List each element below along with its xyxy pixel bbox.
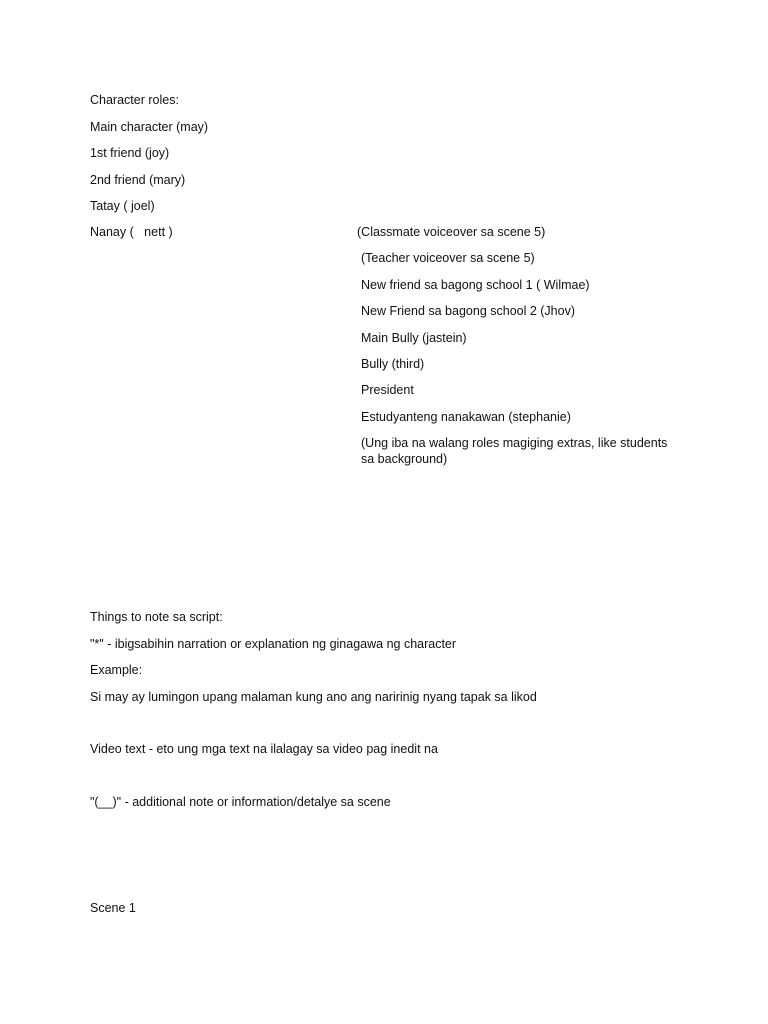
role-right-2: (Teacher voiceover sa scene 5) bbox=[361, 251, 535, 265]
role-left-3: 2nd friend (mary) bbox=[90, 173, 186, 187]
role-right-8: Estudyanteng nanakawan (stephanie) bbox=[361, 410, 571, 424]
role-right-6: Bully (third) bbox=[361, 357, 425, 371]
video-text-note: Video text - eto ung mga text na ilalagay sa video pag inedit na bbox=[90, 742, 438, 756]
role-right-1: (Classmate voiceover sa scene 5) bbox=[357, 225, 546, 239]
scene-title: Scene 1 bbox=[90, 901, 136, 915]
notes-heading: Things to note sa script: bbox=[90, 610, 223, 624]
role-left-2: 1st friend (joy) bbox=[90, 146, 170, 160]
role-left-5: Nanay ( nett ) bbox=[90, 225, 173, 239]
role-left-4: Tatay ( joel) bbox=[90, 199, 155, 213]
role-right-3: New friend sa bagong school 1 ( Wilmae) bbox=[361, 278, 590, 292]
character-roles-heading: Character roles: bbox=[90, 93, 179, 107]
example-label: Example: bbox=[90, 663, 143, 677]
example-text: Si may ay lumingon upang malaman kung ano ang naririnig nyang tapak sa likod bbox=[90, 690, 537, 704]
paren-note: "(__)" - additional note or information/detalye sa scene bbox=[90, 795, 391, 809]
role-right-5: Main Bully (jastein) bbox=[361, 331, 467, 345]
role-right-4: New Friend sa bagong school 2 (Jhov) bbox=[361, 304, 576, 318]
role-left-1: Main character (may) bbox=[90, 120, 209, 134]
asterisk-note: "*" - ibigsabihin narration or explanation ng ginagawa ng character bbox=[90, 637, 457, 651]
role-right-9: (Ung iba na walang roles magiging extras, like students sa background) bbox=[361, 436, 668, 466]
role-right-7: President bbox=[361, 383, 414, 397]
